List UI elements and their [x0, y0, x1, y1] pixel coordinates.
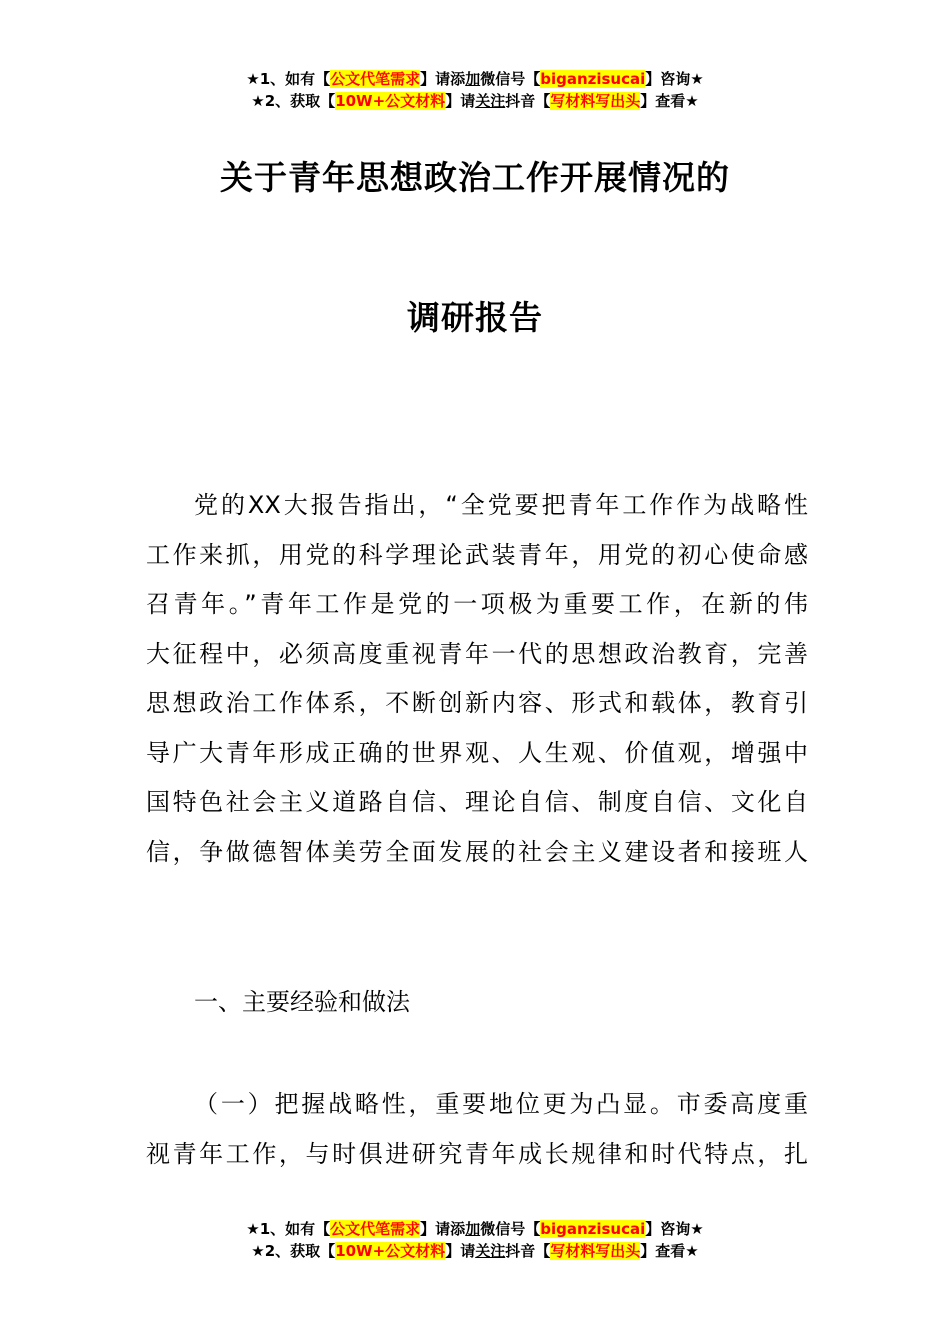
- banner-line-2: ★2、获取【10W+公文材料】请关注抖音【写材料写出头】查看★: [251, 92, 699, 110]
- paragraph-line: 党的XX大报告指出，“全党要把青年工作作为战略性: [194, 491, 808, 519]
- banner-line-1: ★1、如有【公文代笔需求】请添加微信号【biganzisucai】咨询★: [246, 70, 704, 88]
- paragraph-line: （一）把握战略性，重要地位更为凸显。市委高度重: [194, 1090, 808, 1118]
- paragraph-line: 视青年工作，与时俱进研究青年成长规律和时代特点，扎: [146, 1139, 808, 1168]
- paragraph-line: 召青年。”青年工作是党的一项极为重要工作，在新的伟: [146, 590, 808, 618]
- highlight-douyin: 写材料写出头: [550, 92, 641, 110]
- paragraph-line: 大征程中，必须高度重视青年一代的思想政治教育，完善: [146, 639, 808, 668]
- paragraph-line: 思想政治工作体系，不断创新内容、形式和载体，教育引: [146, 689, 808, 717]
- paragraph-line: 导广大青年形成正确的世界观、人生观、价值观，增强中: [146, 738, 808, 767]
- section-heading: 一、主要经验和做法: [194, 988, 410, 1016]
- document-title-line-2: 调研报告: [407, 298, 543, 337]
- footer-banner: [0, 1218, 950, 1262]
- paragraph-line: 工作来抓，用党的科学理论武装青年，用党的初心使命感: [146, 540, 808, 569]
- highlight-materials: 10W+公文材料: [335, 92, 446, 110]
- paragraph-line: 国特色社会主义道路自信、理论自信、制度自信、文化自: [146, 788, 808, 816]
- highlight-service: 公文代笔需求: [330, 1220, 421, 1238]
- highlight-wechat-id: biganzisucai: [540, 1220, 646, 1238]
- highlight-materials: 10W+公文材料: [335, 1242, 446, 1260]
- document-title-line-1: 关于青年思想政治工作开展情况的: [220, 158, 730, 197]
- banner-line-1: ★1、如有【公文代笔需求】请添加微信号【biganzisucai】咨询★: [246, 1220, 704, 1238]
- highlight-douyin: 写材料写出头: [550, 1242, 641, 1260]
- intro-paragraph: [146, 481, 808, 877]
- highlight-service: 公文代笔需求: [330, 70, 421, 88]
- banner-line-2: ★2、获取【10W+公文材料】请关注抖音【写材料写出头】查看★: [251, 1242, 699, 1260]
- highlight-wechat-id: biganzisucai: [540, 70, 646, 88]
- paragraph-line: 信，争做德智体美劳全面发展的社会主义建设者和接班人: [146, 837, 808, 866]
- header-banner: [0, 68, 950, 112]
- section-1-paragraph: [146, 1080, 808, 1179]
